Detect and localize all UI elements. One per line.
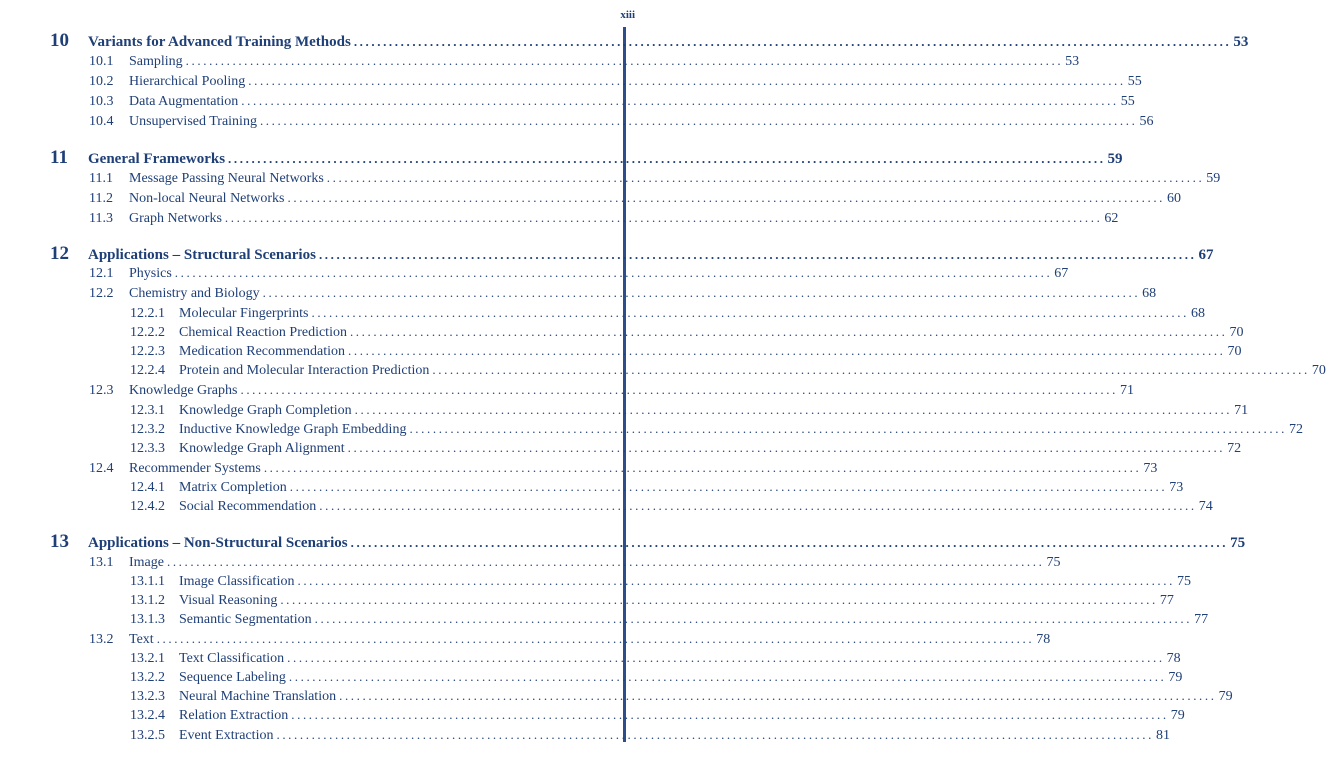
- toc-subsection[interactable]: [130, 727, 1170, 744]
- toc-subsection[interactable]: [130, 440, 1242, 457]
- toc-section[interactable]: [89, 113, 1154, 130]
- entry-number: 12.2: [89, 286, 114, 301]
- entry-page: 77: [1159, 593, 1174, 608]
- entry-number: 13.2.5: [130, 728, 165, 743]
- toc-chapter[interactable]: [50, 243, 1214, 265]
- entry-number: 12.4.2: [130, 499, 165, 514]
- dot-leader: ......................................................................................................................................................: [280, 592, 1158, 607]
- entry-number: 13.2: [89, 632, 114, 647]
- entry-page: 75: [1176, 574, 1191, 589]
- entry-page: 68: [1142, 286, 1157, 301]
- entry-page: 68: [1190, 306, 1205, 321]
- dot-leader: ......................................................................................................................................................: [347, 440, 1226, 455]
- dot-leader: ......................................................................................................................................................: [291, 707, 1169, 722]
- entry-title: Applications – Non-Structural Scenarios: [88, 535, 348, 551]
- entry-number: 12.1: [89, 266, 114, 281]
- entry-number: 13: [50, 531, 69, 552]
- entry-title: Applications – Structural Scenarios: [88, 247, 316, 263]
- entry-number: 13.1.2: [130, 593, 165, 608]
- entry-page: 67: [1198, 247, 1214, 263]
- entry-number: 12.4.1: [130, 480, 165, 495]
- entry-number: 10.2: [89, 74, 114, 89]
- entry-number: 13.1.1: [130, 574, 165, 589]
- entry-title: Relation Extraction: [179, 708, 289, 723]
- toc-section[interactable]: [89, 73, 1142, 90]
- entry-page: 70: [1229, 325, 1244, 340]
- entry-page: 79: [1168, 670, 1183, 685]
- toc-section[interactable]: [89, 285, 1157, 302]
- toc-section[interactable]: [89, 210, 1119, 227]
- entry-number: 12.2.2: [130, 325, 165, 340]
- entry-title: Neural Machine Translation: [179, 689, 337, 704]
- dot-leader: ......................................................................................................................................................: [228, 151, 1106, 166]
- entry-page: 78: [1036, 632, 1051, 647]
- entry-title: Event Extraction: [179, 728, 274, 743]
- entry-number: 13.2.4: [130, 708, 165, 723]
- entry-title: Knowledge Graphs: [129, 383, 238, 398]
- toc-subsection[interactable]: [130, 650, 1181, 667]
- toc-subsection[interactable]: [130, 402, 1249, 419]
- entry-number: 12.4: [89, 461, 114, 476]
- entry-title: Visual Reasoning: [179, 593, 278, 608]
- entry-number: 10.3: [89, 94, 114, 109]
- entry-title: Non-local Neural Networks: [129, 191, 285, 206]
- entry-number: 13.2.1: [130, 651, 165, 666]
- dot-leader: ......................................................................................................................................................: [349, 324, 1228, 339]
- entry-number: 10: [50, 30, 69, 51]
- entry-number: 11.2: [89, 191, 113, 206]
- toc-subsection[interactable]: [130, 592, 1174, 609]
- entry-title: Molecular Fingerprints: [179, 306, 309, 321]
- entry-title: Chemical Reaction Prediction: [179, 325, 347, 340]
- entry-title: Protein and Molecular Interaction Prediction: [179, 363, 430, 378]
- entry-title: Image Classification: [179, 574, 295, 589]
- dot-leader: ......................................................................................................................................................: [174, 265, 1053, 280]
- entry-number: 12.2.4: [130, 363, 165, 378]
- dot-leader: ......................................................................................................................................................: [289, 479, 1168, 494]
- dot-leader: ......................................................................................................................................................: [350, 535, 1229, 550]
- toc-subsection[interactable]: [130, 305, 1205, 322]
- entry-page: 70: [1227, 344, 1242, 359]
- entry-title: Semantic Segmentation: [179, 612, 312, 627]
- entry-title: Hierarchical Pooling: [129, 74, 246, 89]
- toc-subsection[interactable]: [130, 573, 1191, 590]
- dot-leader: ......................................................................................................................................................: [262, 285, 1141, 300]
- dot-leader: ......................................................................................................................................................: [259, 113, 1138, 128]
- toc-subsection[interactable]: [130, 343, 1242, 360]
- toc-subsection[interactable]: [130, 324, 1244, 341]
- entry-title: Sampling: [129, 54, 183, 69]
- entry-title: Variants for Advanced Training Methods: [88, 34, 351, 50]
- entry-number: 12.3.1: [130, 403, 165, 418]
- entry-title: Physics: [129, 266, 172, 281]
- entry-page: 53: [1233, 34, 1249, 50]
- entry-number: 12.3.2: [130, 422, 165, 437]
- toc-section[interactable]: [89, 190, 1182, 207]
- dot-leader: ......................................................................................................................................................: [156, 631, 1035, 646]
- dot-leader: ......................................................................................................................................................: [185, 53, 1064, 68]
- entry-page: 75: [1046, 555, 1061, 570]
- entry-title: Inductive Knowledge Graph Embedding: [179, 422, 407, 437]
- dot-leader: ......................................................................................................................................................: [287, 650, 1165, 665]
- entry-page: 67: [1054, 266, 1069, 281]
- entry-number: 13.1.3: [130, 612, 165, 627]
- entry-page: 73: [1143, 461, 1158, 476]
- entry-number: 10.1: [89, 54, 114, 69]
- toc-subsection[interactable]: [130, 611, 1209, 628]
- entry-title: Text: [129, 632, 154, 647]
- toc-section[interactable]: [89, 382, 1134, 399]
- entry-page: 55: [1127, 74, 1142, 89]
- entry-page: 72: [1227, 441, 1242, 456]
- toc-subsection[interactable]: [130, 498, 1213, 515]
- dot-leader: ......................................................................................................................................................: [263, 460, 1142, 475]
- entry-number: 11.1: [89, 171, 113, 186]
- dot-leader: ......................................................................................................................................................: [166, 554, 1045, 569]
- toc-chapter[interactable]: [50, 147, 1123, 169]
- dot-leader: ......................................................................................................................................................: [224, 210, 1103, 225]
- entry-number: 13.2.3: [130, 689, 165, 704]
- entry-title: Sequence Labeling: [179, 670, 286, 685]
- entry-page: 77: [1194, 612, 1209, 627]
- toc-section[interactable]: [89, 631, 1051, 648]
- toc-section[interactable]: [89, 170, 1221, 187]
- dot-leader: ......................................................................................................................................................: [297, 573, 1175, 588]
- entry-title: General Frameworks: [88, 151, 226, 167]
- dot-leader: ......................................................................................................................................................: [314, 611, 1193, 626]
- entry-number: 11: [50, 147, 68, 168]
- entry-number: 12.3.3: [130, 441, 165, 456]
- entry-title: Matrix Completion: [179, 480, 287, 495]
- dot-leader: ......................................................................................................................................................: [276, 727, 1154, 742]
- dot-leader: ......................................................................................................................................................: [432, 362, 1310, 377]
- entry-page: 78: [1166, 651, 1181, 666]
- entry-page: 79: [1218, 689, 1233, 704]
- entry-number: 10.4: [89, 114, 114, 129]
- entry-title: Knowledge Graph Completion: [179, 403, 352, 418]
- entry-page: 72: [1288, 422, 1303, 437]
- dot-leader: ......................................................................................................................................................: [248, 73, 1126, 88]
- dot-leader: ......................................................................................................................................................: [318, 247, 1197, 262]
- dot-leader: ......................................................................................................................................................: [287, 190, 1166, 205]
- entry-number: 13.1: [89, 555, 114, 570]
- dot-leader: ......................................................................................................................................................: [241, 93, 1119, 108]
- dot-leader: ......................................................................................................................................................: [354, 402, 1233, 417]
- toc-subsection[interactable]: [130, 362, 1326, 379]
- toc-section[interactable]: [89, 460, 1158, 477]
- entry-title: Graph Networks: [129, 211, 222, 226]
- toc-section[interactable]: [89, 53, 1080, 70]
- entry-page: 79: [1170, 708, 1185, 723]
- toc-subsection[interactable]: [130, 669, 1183, 686]
- dot-leader: ......................................................................................................................................................: [339, 688, 1217, 703]
- entry-number: 12.2.3: [130, 344, 165, 359]
- entry-page: 70: [1311, 363, 1326, 378]
- dot-leader: ......................................................................................................................................................: [326, 170, 1205, 185]
- entry-page: 53: [1065, 54, 1080, 69]
- entry-page: 73: [1169, 480, 1184, 495]
- entry-page: 74: [1198, 499, 1213, 514]
- toc-subsection[interactable]: [130, 688, 1233, 705]
- entry-page: 71: [1119, 383, 1134, 398]
- entry-title: Data Augmentation: [129, 94, 239, 109]
- dot-leader: ......................................................................................................................................................: [240, 382, 1118, 397]
- entry-title: Text Classification: [179, 651, 285, 666]
- entry-title: Knowledge Graph Alignment: [179, 441, 345, 456]
- toc-subsection[interactable]: [130, 421, 1303, 438]
- entry-page: 75: [1230, 535, 1246, 551]
- entry-page: 59: [1206, 171, 1221, 186]
- entry-page: 60: [1167, 191, 1182, 206]
- entry-title: Unsupervised Training: [129, 114, 257, 129]
- entry-title: Chemistry and Biology: [129, 286, 260, 301]
- dot-leader: ......................................................................................................................................................: [319, 498, 1197, 513]
- entry-number: 11.3: [89, 211, 113, 226]
- toc-chapter[interactable]: [50, 30, 1249, 52]
- entry-title: Image: [129, 555, 164, 570]
- toc-section[interactable]: [89, 93, 1135, 110]
- dot-leader: ......................................................................................................................................................: [348, 343, 1226, 358]
- toc-subsection[interactable]: [130, 479, 1184, 496]
- page-number: xiii: [620, 9, 635, 21]
- dot-leader: ......................................................................................................................................................: [288, 669, 1167, 684]
- entry-number: 12.3: [89, 383, 114, 398]
- toc-subsection[interactable]: [130, 707, 1185, 724]
- entry-page: 55: [1120, 94, 1135, 109]
- entry-title: Message Passing Neural Networks: [129, 171, 324, 186]
- entry-page: 71: [1234, 403, 1249, 418]
- entry-title: Social Recommendation: [179, 499, 317, 514]
- dot-leader: ......................................................................................................................................................: [409, 421, 1287, 436]
- entry-number: 12.2.1: [130, 306, 165, 321]
- entry-page: 62: [1104, 211, 1119, 226]
- dot-leader: ......................................................................................................................................................: [353, 34, 1232, 49]
- toc-section[interactable]: [89, 265, 1069, 282]
- toc-chapter[interactable]: [50, 531, 1246, 553]
- entry-title: Medication Recommendation: [179, 344, 346, 359]
- entry-page: 56: [1139, 114, 1154, 129]
- entry-title: Recommender Systems: [129, 461, 261, 476]
- entry-page: 59: [1107, 151, 1123, 167]
- toc-section[interactable]: [89, 554, 1061, 571]
- entry-number: 12: [50, 243, 69, 264]
- entry-page: 81: [1155, 728, 1170, 743]
- entry-number: 13.2.2: [130, 670, 165, 685]
- dot-leader: ......................................................................................................................................................: [311, 305, 1189, 320]
